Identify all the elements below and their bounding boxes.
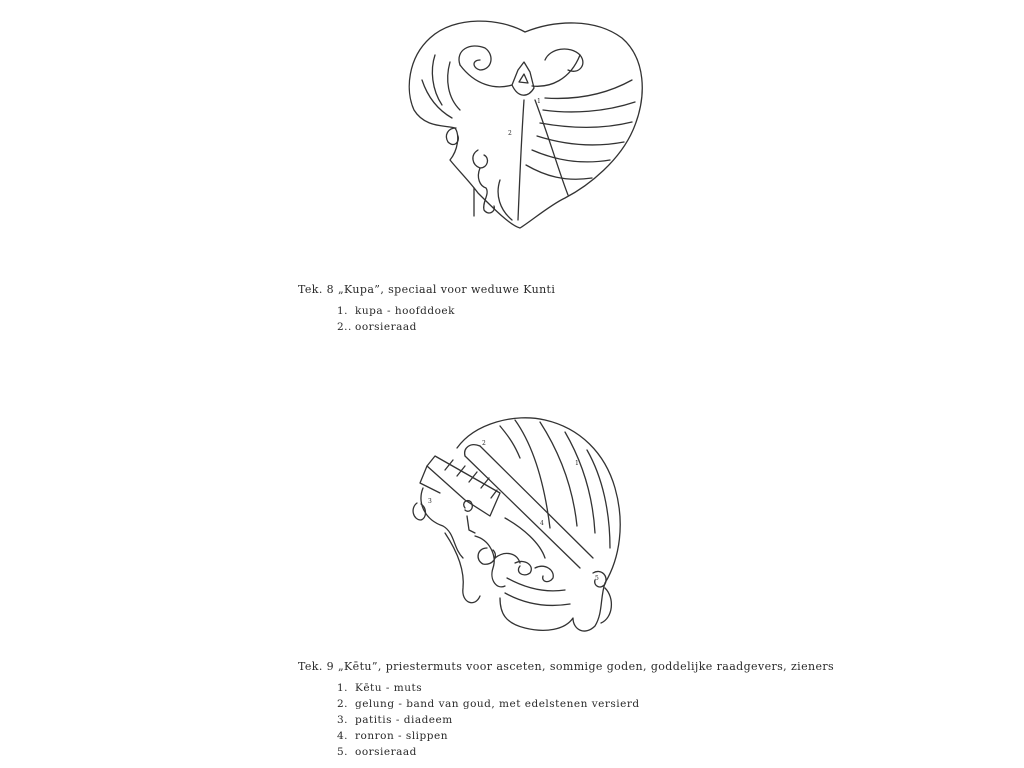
- legend-item: 3. patitis - diadeem: [337, 714, 453, 726]
- kupa-center-ornament: [519, 74, 528, 83]
- legend-item: 1. kupa - hoofddoek: [337, 305, 455, 317]
- ketu-drawing: [405, 408, 645, 643]
- kupa-center-ornament: [512, 62, 534, 95]
- ketu-band: [465, 445, 480, 456]
- ketu-ronron: [505, 518, 545, 558]
- figure-9-caption: Tek. 9 „Kētu”, priestermuts voor asceten, sommige goden, goddelijke raadgevers, zieners: [298, 660, 835, 673]
- ketu-ronron: [445, 533, 480, 603]
- ketu-ear-ornament: [478, 548, 495, 564]
- ketu-mark-5: 5: [595, 575, 599, 582]
- ketu-mark-4: 4: [540, 520, 544, 527]
- kupa-curl-left: [459, 46, 491, 70]
- ketu-ear-ornament: [495, 553, 520, 563]
- figure-9-legend: [337, 680, 640, 760]
- kupa-outline: [409, 21, 642, 228]
- ketu-mark-1: 1: [575, 460, 579, 467]
- kupa-drawing: [400, 10, 660, 240]
- ketu-svg: [405, 408, 645, 643]
- ketu-cap-outline: [457, 418, 620, 631]
- ketu-ornament: [467, 516, 475, 533]
- figure-8-legend: [337, 303, 455, 335]
- legend-item: 2. gelung - band van goud, met edelstenen versierd: [337, 698, 640, 710]
- ketu-ornament: [413, 503, 425, 520]
- kupa-mark-1: 1: [537, 98, 541, 105]
- ketu-band: [465, 456, 580, 568]
- legend-item: 2.. oorsieraad: [337, 321, 417, 333]
- ketu-mark-2: 2: [482, 440, 486, 447]
- kupa-inner-line: [532, 55, 580, 86]
- kupa-mark-2: 2: [508, 130, 512, 137]
- figure-8-caption: Tek. 8 „Kupa”, speciaal voor weduwe Kunti: [298, 283, 556, 296]
- kupa-svg: [400, 10, 660, 240]
- ketu-mark-3: 3: [428, 498, 432, 505]
- legend-item: 1. Kētu - muts: [337, 682, 423, 694]
- legend-item: 5. oorsieraad: [337, 746, 417, 758]
- kupa-ear-ornament: [473, 150, 488, 168]
- ketu-diadem: [427, 456, 500, 516]
- legend-item: 4. ronron - slippen: [337, 730, 448, 742]
